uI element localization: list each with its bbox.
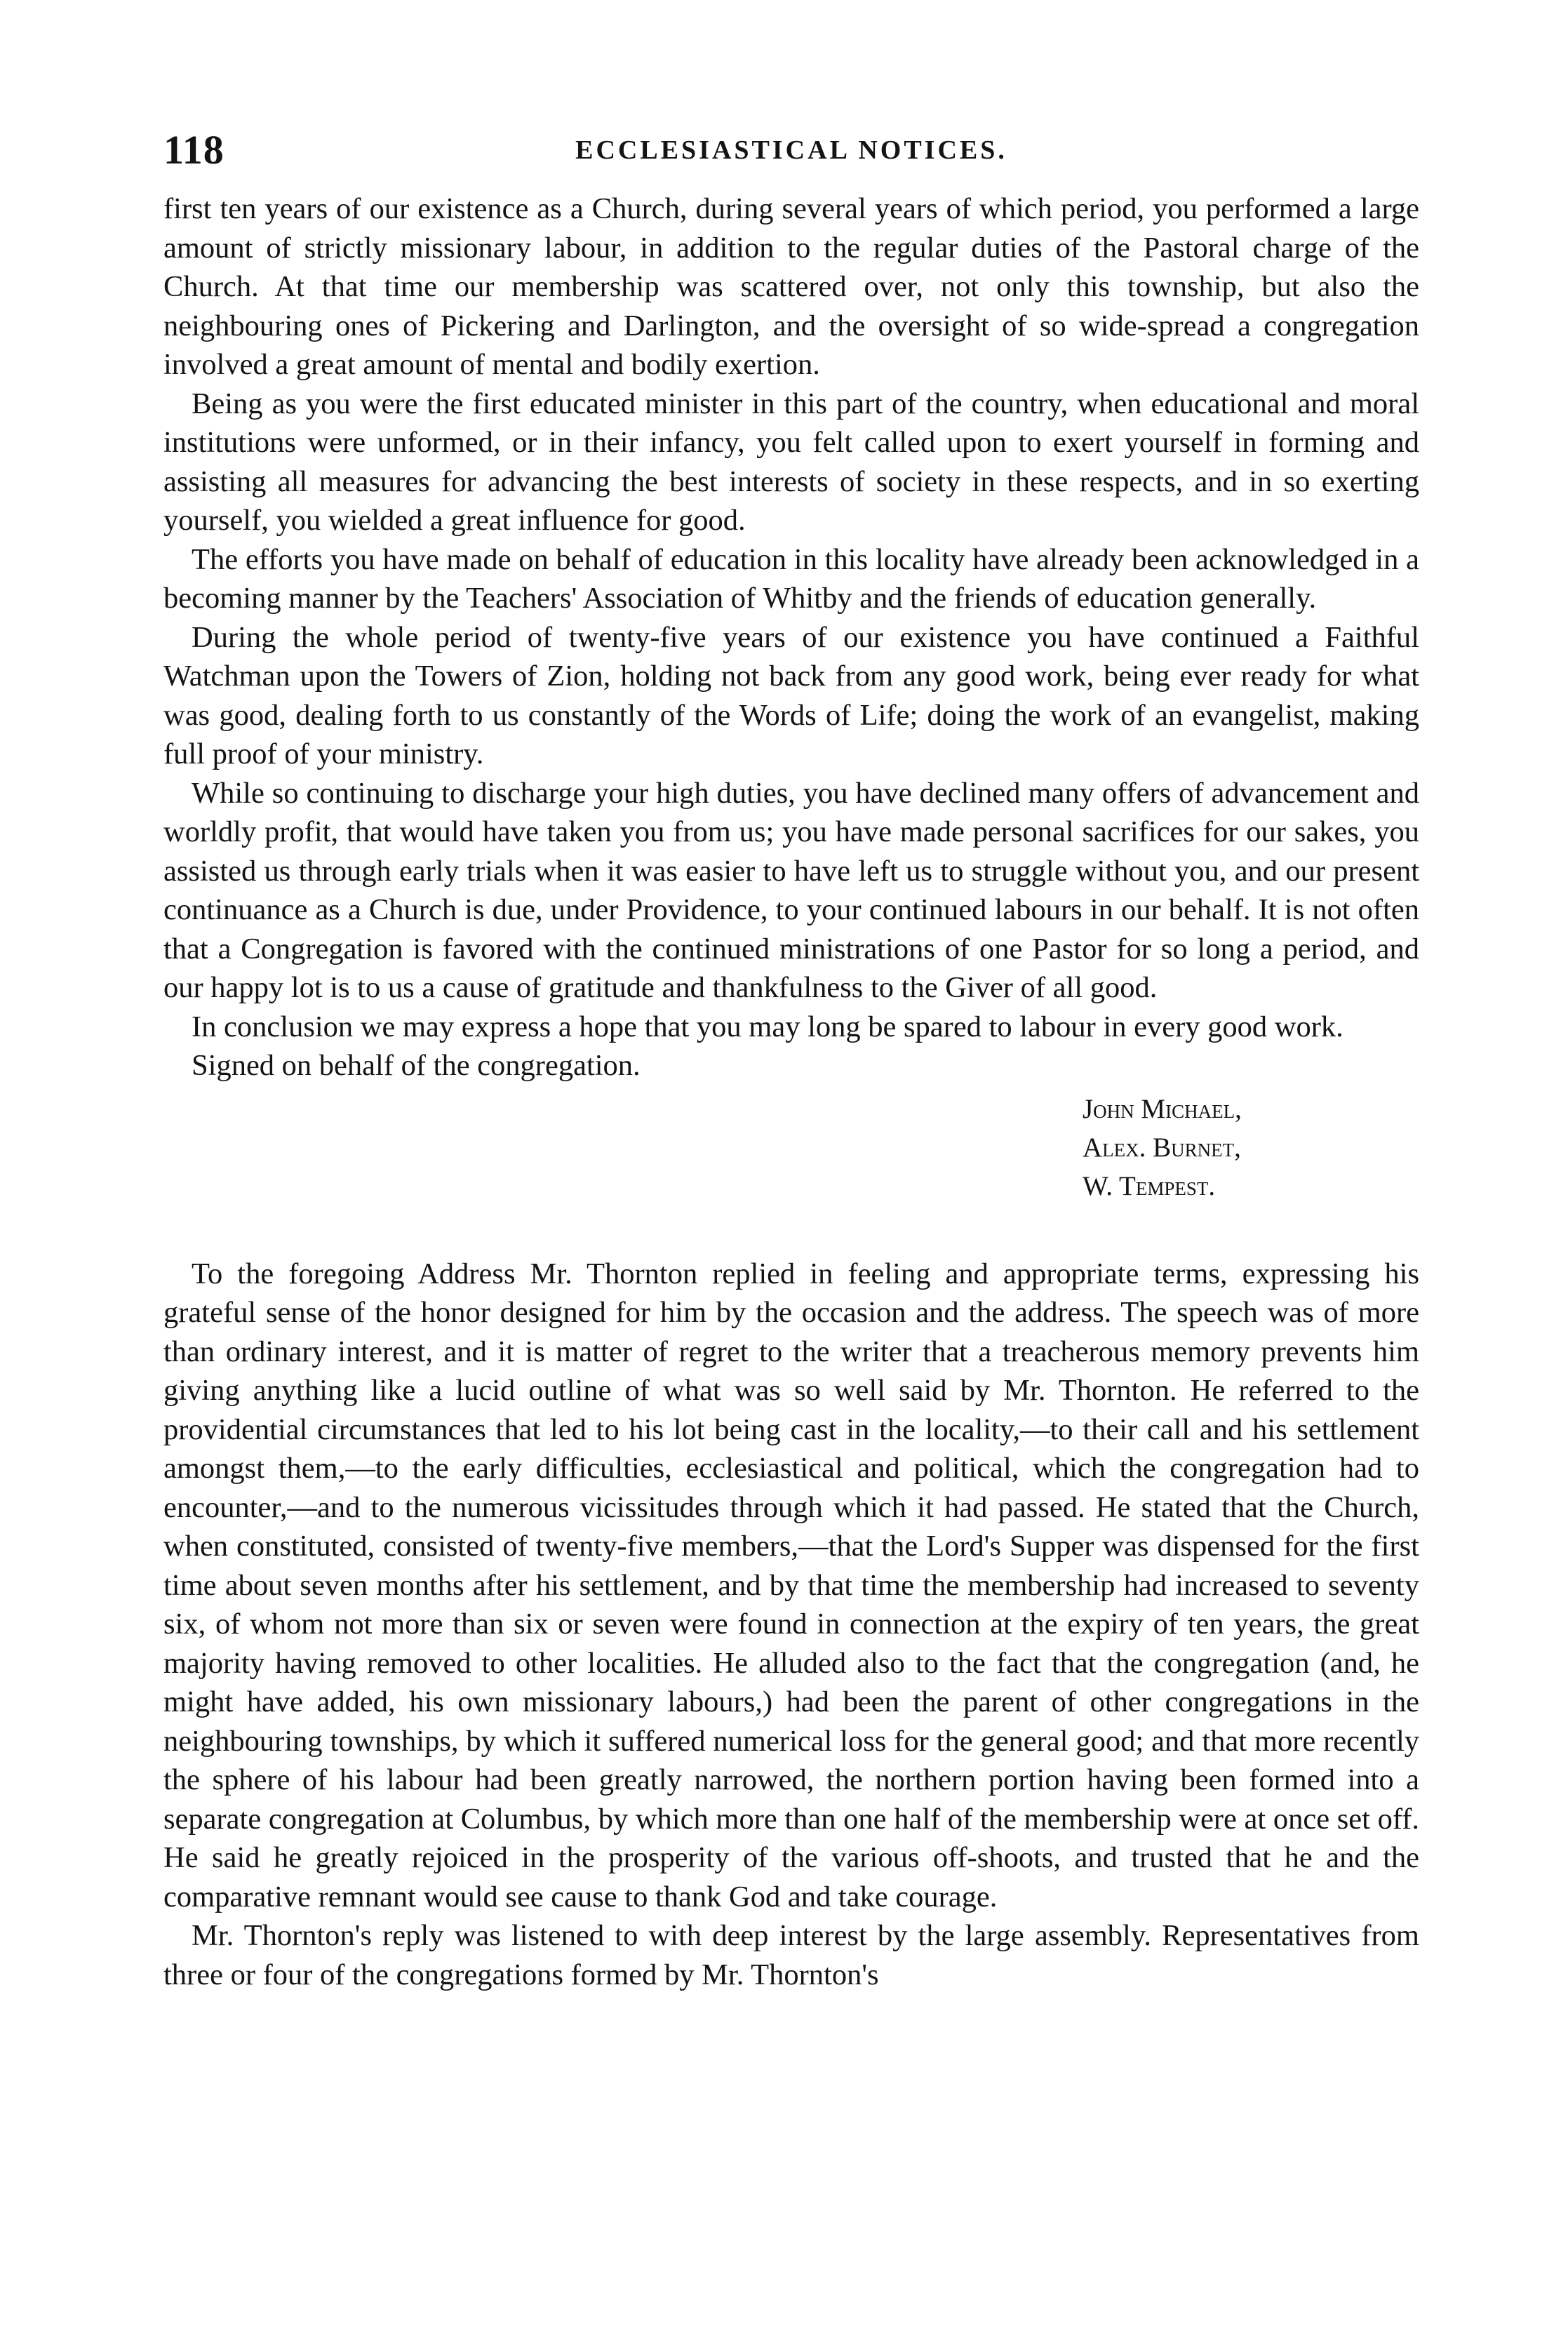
reply-paragraph-1: To the foregoing Address Mr. Thornton replied in feeling and appropriate terms, expressing his grateful sense of the honor designed for him by the occasion and the address. The speech was of more than ordinary interest, and it is matter of regret to the writer that a treacherous memory prevents him giving anything like a lucid outline of what was so well said by Mr. Thornton. He referred to the providential circumstances that led to his lot being cast in the locality,—to their call and his settlement amongst them,—to the early difficulties, ecclesiastical and political, which the congregation had to encounter,—and to the numerous vicissitudes through which it had passed. He stated that the Church, when constituted, consisted of twenty-five members,—that the Lord's Supper was dispensed for the first time about seven months after his settlement, and by that time the membership had increased to seventy six, of whom not more than six or seven were found in connection at the expiry of ten years, the great majority having removed to other localities. He alluded also to the fact that the congregation (and, he might have added, his own missionary labours,) had been the parent of other congregations in the neighbouring townships, by which it suffered numerical loss for the general good; and that more recently the sphere of his labour had been greatly narrowed, the northern portion having been formed into a separate congregation at Columbus, by which more than one half of the membership were at once set off. He said he greatly rejoiced in the prosperity of the various off-shoots, and trusted that he and the comparative remnant would see cause to thank God and take courage. bbox=[163, 1257, 1419, 1913]
address-paragraph-6: In conclusion we may express a hope that you may long be spared to labour in every good work. bbox=[192, 1010, 1343, 1043]
address-paragraph-7: Signed on behalf of the congregation. bbox=[192, 1049, 641, 1082]
signatory-1: John Michael, bbox=[1083, 1093, 1242, 1124]
reply-paragraph-2: Mr. Thornton's reply was listened to with deep interest by the large assembly. Representatives from three or four of the congregations formed by Mr. Thornton's bbox=[163, 1919, 1419, 1991]
address-paragraph-2: Being as you were the first educated minister in this part of the country, when educational and moral institutions were unformed, or in their infancy, you felt called upon to exert yourself in forming and assisting all measures for advancing the best interests of society in these respects, and in so exerting yourself, you wielded a great influence for good. bbox=[163, 387, 1419, 537]
page-number: 118 bbox=[163, 127, 225, 173]
body-text bbox=[163, 189, 1419, 1994]
address-paragraph-4: During the whole period of twenty-five years of our existence you have continued a Faithful Watchman upon the Towers of Zion, holding not back from any good work, being ever ready for what was good, dealing forth to us constantly of the Words of Life; doing the work of an evangelist, making full proof of your ministry. bbox=[163, 620, 1419, 770]
page-header bbox=[163, 126, 1419, 175]
address-paragraph-5: While so continuing to discharge your high duties, you have declined many offers of advancement and worldly profit, that would have taken you from us; you have made personal sacrifices for our sakes, you assisted us through early trials when it was easier to have left us to struggle without you, and our present continuance as a Church is due, under Providence, to your continued labours in our behalf. It is not often that a Congregation is favored with the continued ministrations of one Pastor for so long a period, and our happy lot is to us a cause of gratitude and thankfulness to the Giver of all good. bbox=[163, 776, 1419, 1004]
signatories bbox=[1083, 1090, 1419, 1205]
address-paragraph-3: The efforts you have made on behalf of education in this locality have already been acknowledged in a becoming manner by the Teachers' Association of Whitby and the friends of education generally. bbox=[163, 542, 1419, 615]
signatory-2: Alex. Burnet, bbox=[1083, 1132, 1241, 1163]
address-paragraph-1: first ten years of our existence as a Church, during several years of which period, you performed a large amount of strictly missionary labour, in addition to the regular duties of the Pastoral charge of the Church. At that time our membership was scattered over, not only this township, but also the neighbouring ones of Pickering and Darlington, and the oversight of so wide-spread a congregation involved a great amount of mental and bodily exertion. bbox=[163, 192, 1419, 381]
signatory-3: W. Tempest. bbox=[1083, 1170, 1216, 1201]
section-gap bbox=[163, 1205, 1419, 1255]
running-head: ECCLESIASTICAL NOTICES. bbox=[575, 135, 1007, 165]
